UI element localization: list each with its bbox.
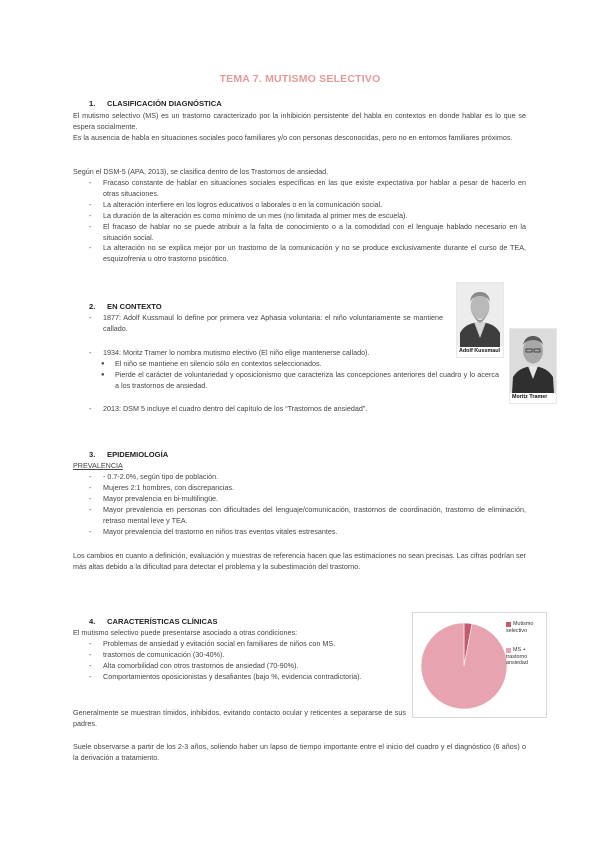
section-1-body [73,111,526,144]
legend-item [506,621,544,634]
section-3-heading [89,450,168,459]
paragraph: El mutismo selectivo puede presentarse asociado a otras condiciones: [73,628,298,637]
history-list [73,313,443,335]
list-item: - Problemas de ansiedad y evitación social en familiares de niños con MS. [73,639,406,650]
section-number: 4. [89,617,96,626]
list-item: - 2013: DSM 5 incluye el cuadro dentro del capítulo de los “Trastornos de ansiedad”. [73,404,493,415]
list-item: - trastornos de comunicación (30-40%). [73,650,406,661]
paragraph: Suele observarse a partir de los 2-3 años, soliendo haber un lapso de tiempo importante entre el inicio del cuadro y el diagnóstico (6 años) o la derivación a tratamiento. [73,742,526,762]
photo-caption: Moritz Tramer [512,394,548,400]
portrait-icon [510,329,556,393]
legend-swatch [506,648,511,653]
section-title: EN CONTEXTO [107,302,162,311]
list-item: - - 0.7-2.0%, según tipo de población. [73,472,526,483]
list-item: - 1934: Moritz Tramer lo nombra mutismo electivo (El niño elige mantenerse callado). [73,348,443,359]
list-item: - El fracaso de hablar no se puede atribuir a la falta de conocimiento o a la comodidad con el lenguaje hablado necesario en la situación social. [73,222,526,244]
list-item: - Alta comorbilidad con otros trastornos de ansiedad (70-90%). [73,661,406,672]
section-title: CLASIFICACIÓN DIAGNÓSTICA [107,99,222,108]
paragraph: Generalmente se muestran tímidos, inhibidos, evitando contacto ocular y reticentes a separarse de sus padres. [73,708,406,728]
paragraph: Es la ausencia de habla en situaciones sociales poco familiares y/o con personas desconocidas, pero no en entornos familiares próximos. [73,132,513,142]
legend-swatch [506,622,511,627]
kussmaul-photo [456,282,504,358]
section-number: 1. [89,99,96,108]
history-sublist [73,359,499,392]
list-item: ● El niño se mantiene en silencio sólo en contextos seleccionados. [73,359,499,370]
pie-slice-ms-trastorno-ansiedad [421,623,507,709]
legend-label: Mutismo selectivo [506,621,534,634]
subheading-prevalencia: PREVALENCIA [73,461,123,470]
photo-caption: Adolf Kussmaul [459,348,501,354]
portrait-icon [457,283,503,347]
list-item: - 1877: Adolf Kussmaul lo define por primera vez Aphasia voluntaria: el niño voluntariamente se mantiene callado. [73,313,443,335]
page-title: TEMA 7. MUTISMO SELECTIVO [219,73,381,85]
prevalence-list [73,472,526,537]
list-item: - La alteración no se explica mejor por un trastorno de la comunicación y no se produce exclusivamente durante el curso de TEA, esquizofrenia u otro trastorno psicótico. [73,243,526,265]
section-1-heading [89,99,222,108]
section-2-heading [89,302,162,311]
list-item: - Fracaso constante de hablar en situaciones sociales específicas en las que existe expectativa por hablar a pesar de hacerlo en otras situaciones. [73,178,526,200]
legend-label: MS + trastorno ansiedad [506,647,528,667]
list-item: - Mayor prevalencia en bi-multilingüe. [73,494,526,505]
section-title: EPIDEMIOLOGÍA [107,450,169,459]
list-item: - Mayor prevalencia del trastorno en niños tras eventos vitales estresantes. [73,527,526,538]
pie-chart-svg [419,621,509,711]
section-title: CARACTERÍSTICAS CLÍNICAS [107,617,218,626]
comorbidity-pie-chart [412,612,547,718]
history-list [73,404,493,415]
list-item: - La alteración interfiere en los logros educativos o laborales o en la comunicación social. [73,200,526,211]
list-item: - Comportamientos oposicionistas y desafiantes (bajo %, evidencia contradictoria). [73,672,406,683]
criteria-list [73,178,526,265]
legend-item [506,647,544,667]
section-number: 2. [89,302,96,311]
conditions-list [73,639,406,683]
chart-legend [506,621,544,667]
paragraph: El mutismo selectivo (MS) es un trastorno caracterizado por la inhibición persistente del habla en contextos en donde hablar es lo que se espera socialmente. [73,111,526,131]
paragraph: Según el DSM-5 (APA, 2013), se clasifica dentro de los Trastornos de ansiedad. [73,167,329,176]
tramer-photo [509,328,557,404]
list-item: - La duración de la alteración es como mínimo de un mes (no limitada al primer mes de escuela). [73,211,526,222]
section-4-heading [89,617,218,626]
list-item: ● Pierde el carácter de voluntariedad y oposicionismo que caracteriza las concepciones anteriores del cuadro y lo acerca a los trastornos de ansiedad. [73,370,499,392]
history-list [73,348,443,359]
list-item: - Mujeres 2:1 hombres, con discrepancias. [73,483,526,494]
section-number: 3. [89,450,96,459]
paragraph: Los cambios en cuanto a definición, evaluación y muestras de referencia hacen que las estimaciones no sean precisas. Las cifras podrían ser más altas debido a la dificultad para detectar el problema y la subestimación del trastorno. [73,551,526,571]
list-item: - Mayor prevalencia en personas con dificultades del lenguaje/comunicación, trastornos de coordinación, trastorno de eliminación, retraso mental leve y TEA. [73,505,526,527]
